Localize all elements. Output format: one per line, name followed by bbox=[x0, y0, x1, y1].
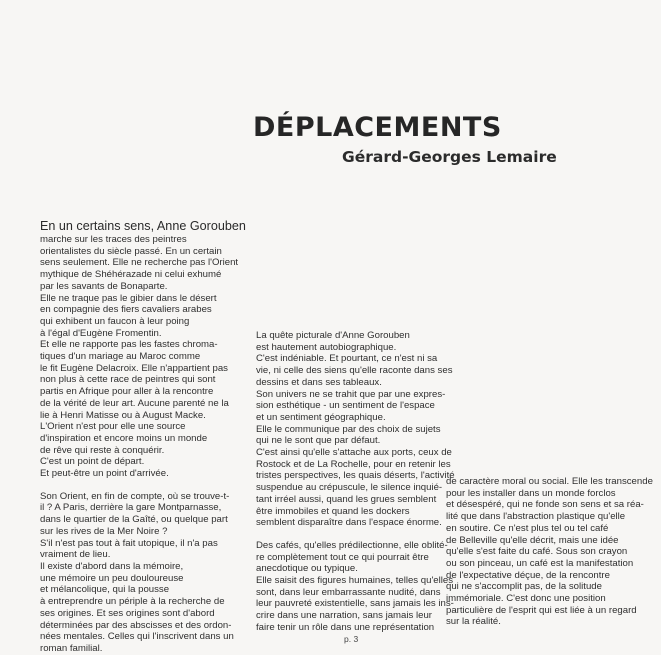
text-line: qui ne le sont que par défaut. bbox=[256, 435, 381, 447]
text-line: C'est indéniable. Et pourtant, ce n'est ni sa bbox=[256, 353, 438, 365]
text-line: Elle saisit des figures humaines, telles qu'elles bbox=[256, 575, 454, 587]
text-line: particulière de l'esprit qui est liée à un regard bbox=[446, 604, 637, 616]
text-line: et mélancolique, qui la pousse bbox=[40, 584, 170, 596]
text-line: roman familial. bbox=[40, 642, 103, 654]
text-line: et désespéré, qui ne fonde son sens et sa réa- bbox=[446, 499, 644, 511]
text-line: qui ne s'accomplit pas, de la solitude bbox=[446, 581, 602, 593]
text-line: faire tenir un rôle dans une représentation bbox=[256, 621, 435, 633]
text-line: Son univers ne se trahit que par une expres- bbox=[256, 388, 446, 400]
text-line: de rêve qui reste à conquérir. bbox=[40, 444, 165, 456]
paragraph bbox=[256, 330, 455, 529]
text-line: dessins et dans ses tableaux. bbox=[256, 376, 382, 388]
text-line: re complètement tout ce qui pourrait être bbox=[256, 551, 429, 563]
author-name: Gérard-Georges Lemaire bbox=[342, 148, 557, 166]
text-line: orientalistes du siècle passé. En un certain bbox=[40, 245, 222, 257]
text-column-1 bbox=[40, 218, 255, 655]
text-line: Elle le communique par des choix de sujets bbox=[256, 423, 441, 435]
text-line: crire dans une narration, sans jamais leur bbox=[256, 610, 432, 622]
paragraph bbox=[40, 491, 255, 655]
text-line: vie, ni celle des siens qu'elle raconte dans ses bbox=[256, 365, 453, 377]
text-line: Des cafés, qu'elles prédilectionne, elle oblité- bbox=[256, 539, 448, 551]
text-line: le fit Eugène Delacroix. Elle n'appartient pas bbox=[40, 362, 228, 374]
text-line: de caractère moral ou social. Elle les transcende bbox=[446, 476, 653, 487]
text-line: à l'égal d'Eugène Fromentin. bbox=[40, 327, 162, 339]
text-line: Il existe d'abord dans la mémoire, bbox=[40, 560, 184, 572]
text-line: pour les installer dans un monde forclos bbox=[446, 487, 616, 499]
paragraph bbox=[256, 539, 454, 634]
text-line: nées mentales. Celles qui l'inscrivent dans un bbox=[40, 631, 234, 643]
text-line: leur pauvreté existentielle, sans jamais les ins- bbox=[256, 598, 454, 610]
text-line: ses origines. Et ses origines sont d'abord bbox=[40, 607, 215, 619]
text-line: de Belleville qu'elle décrit, mais une idée bbox=[446, 534, 619, 546]
lead-sentence: En un certains sens, Anne Gorouben bbox=[40, 219, 246, 233]
text-line: une mémoire un peu douloureuse bbox=[40, 572, 184, 584]
text-line: immémoriale. C'est donc une position bbox=[446, 593, 606, 605]
text-line: qui exhibent un faucon à leur poing bbox=[40, 315, 190, 327]
page-title: DÉPLACEMENTS bbox=[253, 112, 502, 143]
text-line: C'est un point de départ. bbox=[40, 456, 145, 468]
text-line: en soutire. Ce n'est plus tel ou tel café bbox=[446, 522, 609, 534]
text-line: Rostock et de La Rochelle, pour en retenir les bbox=[256, 458, 451, 470]
text-line: Et elle ne rapporte pas les fastes chroma- bbox=[40, 339, 218, 351]
text-line: en compagnie des fiers cavaliers arabes bbox=[40, 304, 212, 316]
text-line: Elle ne traque pas le gibier dans le désert bbox=[40, 292, 217, 304]
paragraph bbox=[40, 234, 255, 480]
text-line: d'inspiration et encore moins un monde bbox=[40, 432, 208, 444]
text-line: marche sur les traces des peintres bbox=[40, 234, 187, 245]
text-line: qu'elle s'est faite du café. Sous son crayon bbox=[446, 546, 628, 558]
text-line: sion esthétique - un sentiment de l'espace bbox=[256, 400, 435, 412]
text-line: de la vérité de leur art. Aucune parenté ne la bbox=[40, 397, 229, 409]
paragraph bbox=[446, 476, 661, 628]
page-number: p. 3 bbox=[344, 634, 359, 644]
text-line: anecdotique ou typique. bbox=[256, 563, 358, 575]
text-line: vraiment de lieu. bbox=[40, 549, 111, 561]
text-line: lie à Henri Matisse ou à August Macke. bbox=[40, 409, 206, 421]
text-line: à entreprendre un périple à la recherche de bbox=[40, 596, 225, 608]
text-line: tiques d'un mariage au Maroc comme bbox=[40, 351, 201, 363]
text-line: L'Orient n'est pour elle une source bbox=[40, 421, 186, 433]
text-line: sens seulement. Elle ne recherche pas l'Orient bbox=[40, 257, 239, 269]
text-line: semblent disparaître dans l'espace énorme. bbox=[256, 517, 442, 529]
text-line: C'est ainsi qu'elle s'attache aux ports, ceux de bbox=[256, 447, 452, 459]
text-line: La quête picturale d'Anne Gorouben bbox=[256, 330, 410, 341]
text-line: il ? A Paris, derrière la gare Montparnasse, bbox=[40, 502, 222, 514]
text-line: lité que dans l'abstraction plastique qu'elle bbox=[446, 511, 626, 523]
text-line: de l'expectative déçue, de la rencontre bbox=[446, 569, 610, 581]
text-line: déterminées par des abscisses et des ordon- bbox=[40, 619, 232, 631]
text-line: sur la réalité. bbox=[446, 616, 501, 628]
text-line: partis en Afrique pour aller à la rencontre bbox=[40, 386, 214, 398]
text-line: Et peut-être un point d'arrivée. bbox=[40, 468, 169, 480]
text-line: être immobiles et quand les dockers bbox=[256, 505, 410, 517]
text-line: Son Orient, en fin de compte, où se trouve-t- bbox=[40, 490, 230, 502]
text-line: S'il n'est pas tout à fait utopique, il n'a pas bbox=[40, 537, 218, 549]
text-line: est hautement autobiographique. bbox=[256, 341, 397, 353]
text-line: suspendue au crépuscule, le silence inquié- bbox=[256, 482, 443, 494]
text-line: ou son pinceau, un café est la manifestation bbox=[446, 557, 634, 569]
text-line: dans le quartier de la Gaîté, ou quelque part bbox=[40, 514, 228, 526]
text-line: sur les rives de la Mer Noire ? bbox=[40, 525, 168, 537]
text-line: tristes perspectives, les quais déserts, l'activité bbox=[256, 470, 455, 482]
text-line: sont, dans leur embarrassante nudité, dans bbox=[256, 586, 441, 598]
text-line: non plus à cette race de peintres qui sont bbox=[40, 374, 216, 386]
text-line: par les savants de Bonaparte. bbox=[40, 280, 168, 292]
text-line: tant irréel aussi, quand les grues semblent bbox=[256, 493, 437, 505]
text-line: mythique de Shéhérazade ni celui exhumé bbox=[40, 269, 222, 281]
text-column-3 bbox=[446, 476, 661, 628]
text-line: et un sentiment géographique. bbox=[256, 411, 386, 423]
text-column-2 bbox=[256, 330, 455, 634]
